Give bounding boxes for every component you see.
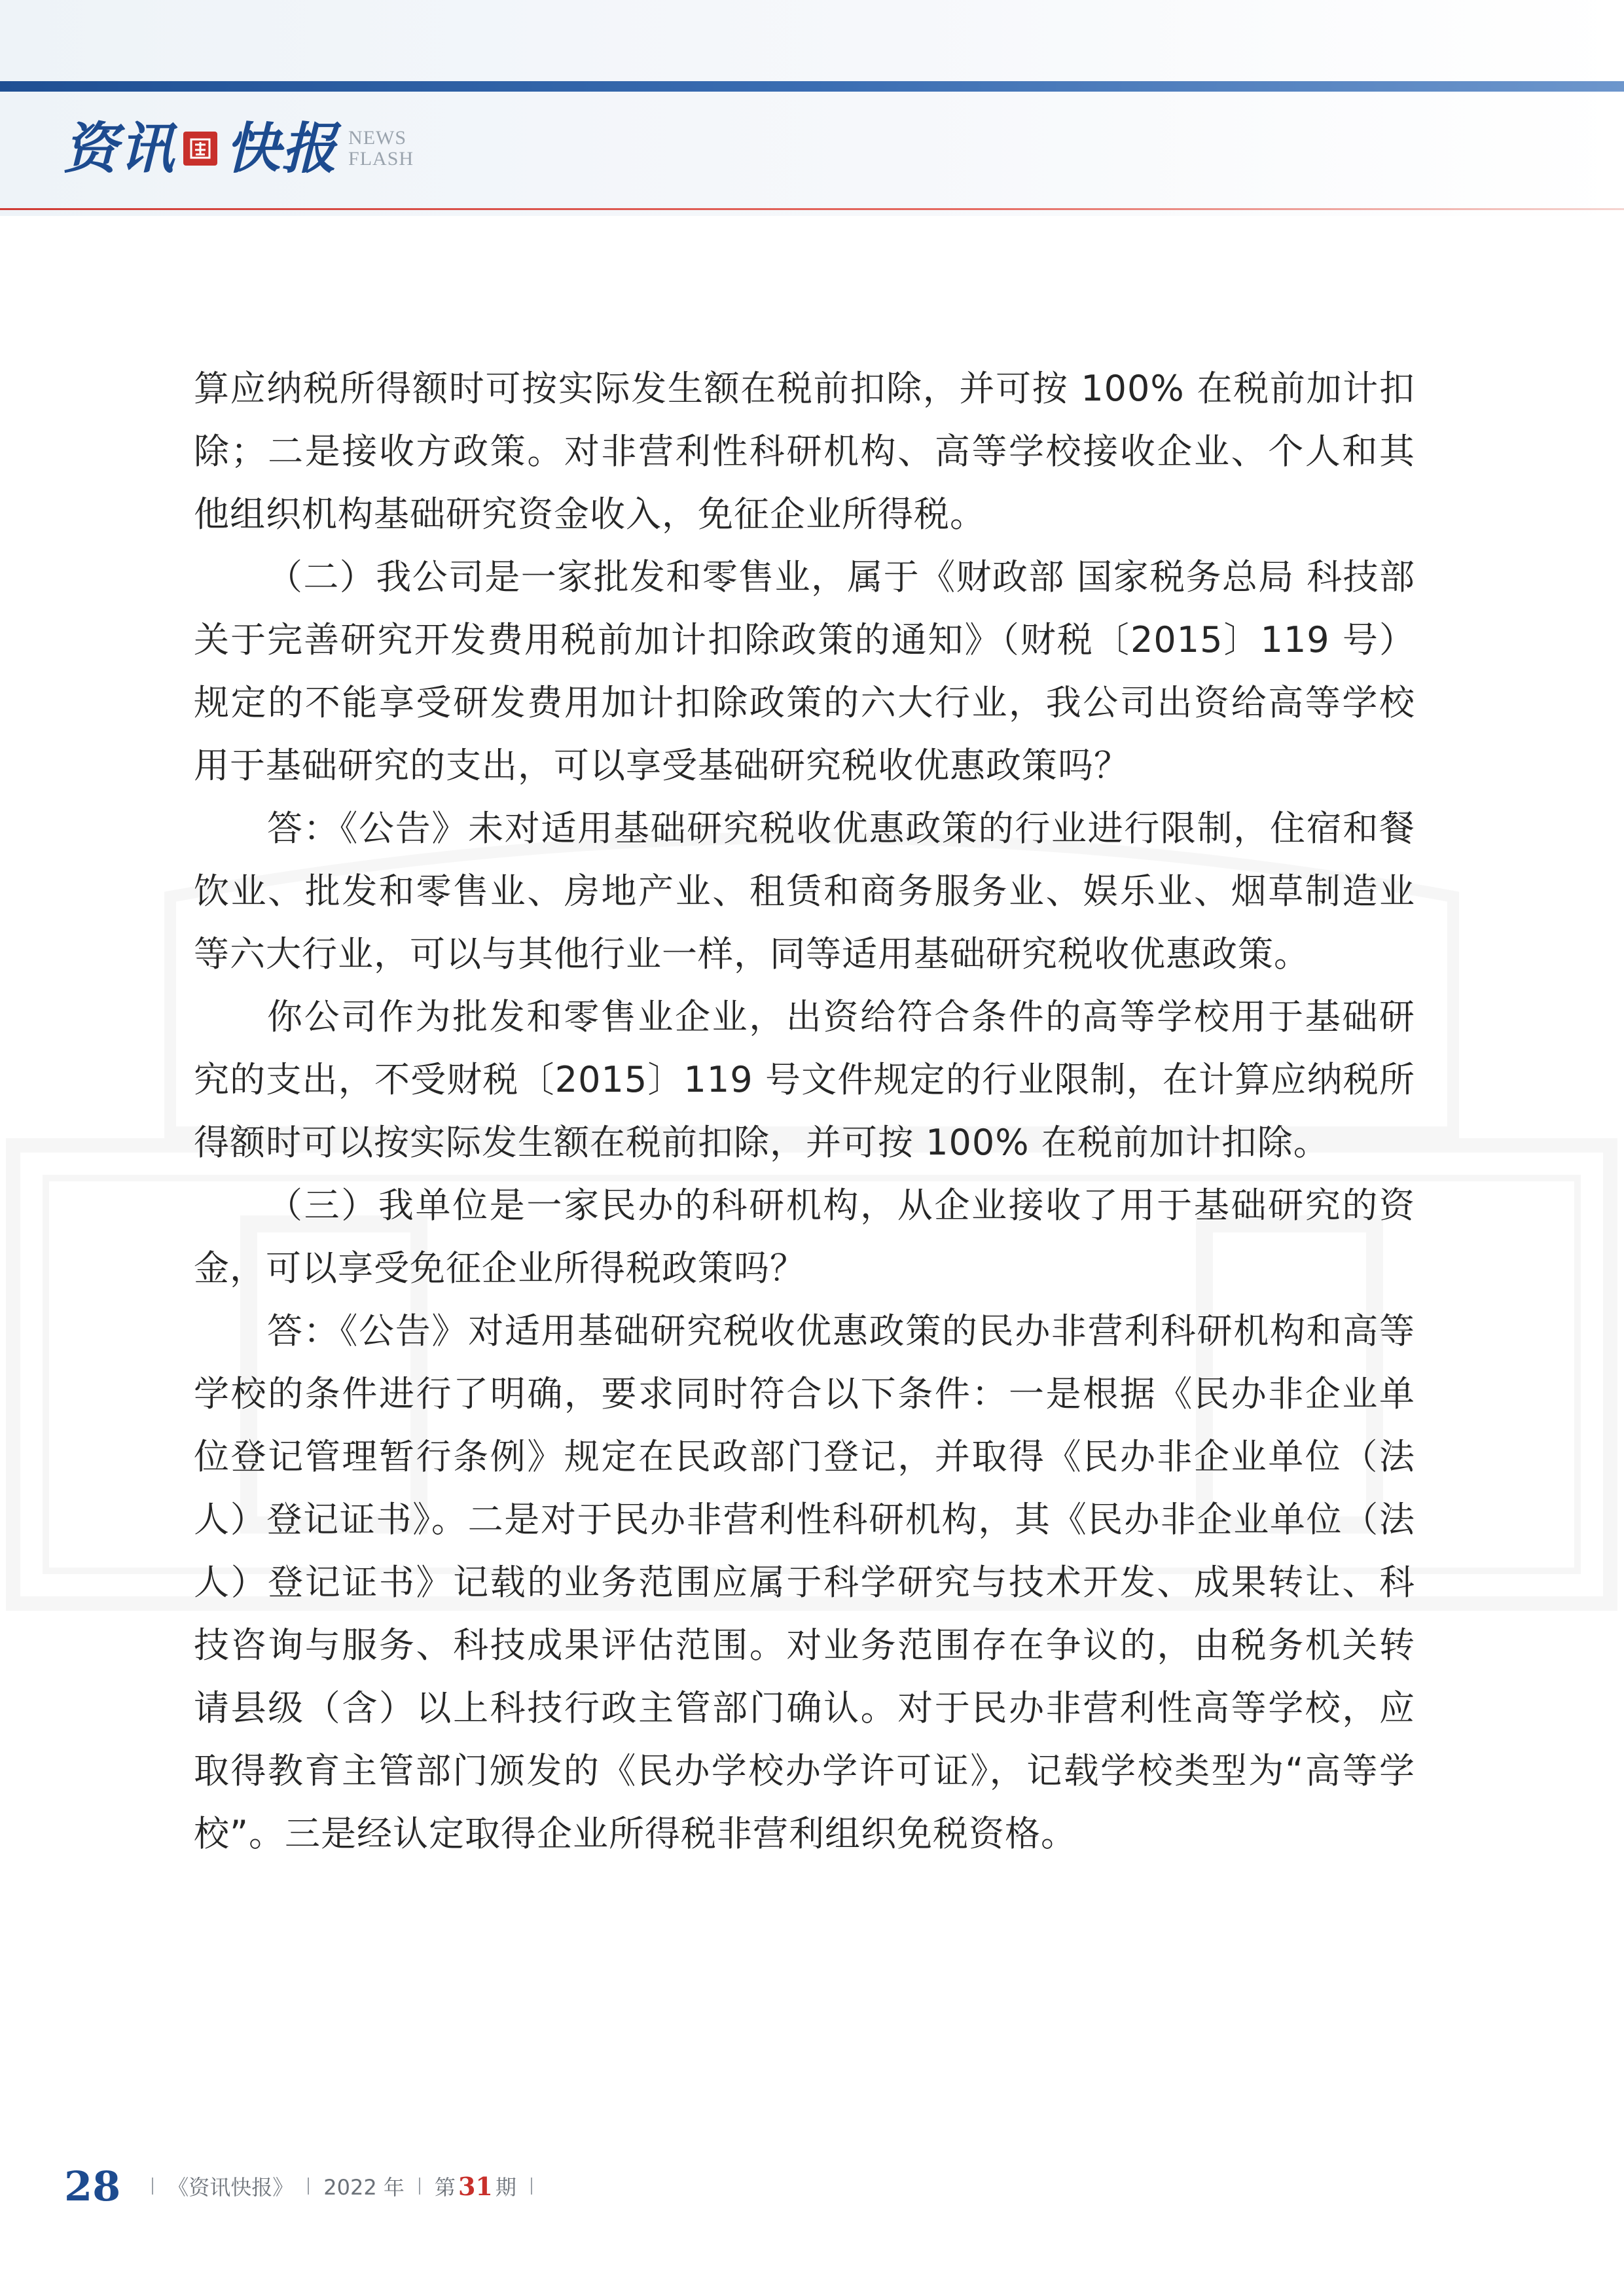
paragraph: 答：《公告》未对适用基础研究税收优惠政策的行业进行限制，住宿和餐饮业、批发和零售业、房地产业、租赁和商务服务业、娱乐业、烟草制造业等六大行业，可以与其他行业一样，同等适用基础研究税收优惠政策。: [194, 808, 1415, 975]
brand-word-left: 资讯: [63, 116, 176, 181]
issue-prefix: 第: [434, 2175, 456, 2200]
page-footer: [64, 2160, 547, 2212]
brand-subtitle-top: NEWS: [348, 127, 407, 149]
issue-suffix: 期: [495, 2175, 516, 2200]
paragraph: （二）我公司是一家批发和零售业，属于《财政部 国家税务总局 科技部关于完善研究开发费用税前加计扣除政策的通知》（财税〔2015〕119 号）规定的不能享受研发费用加计扣除政策的六大行业，我公司出资给高等学校用于基础研究的支出，可以享受基础研究税收优惠政策吗？: [194, 556, 1415, 786]
paragraph: 答：《公告》对适用基础研究税收优惠政策的民办非营利科研机构和高等学校的条件进行了明确，要求同时符合以下条件：一是根据《民办非企业单位登记管理暂行条例》规定在民政部门登记，并取得《民办非企业单位（法人）登记证书》。二是对于民办非营利性科研机构，其《民办非企业单位（法人）登记证书》记载的业务范围应属于科学研究与技术开发、成果转让、科技咨询与服务、科技成果评估范围。对业务范围存在争议的，由税务机关转请县级（含）以上科技行政主管部门确认。对于民办非营利性高等学校，应取得教育主管部门颁发的《民办学校办学许可证》，记载学校类型为“高等学校”。三是经认定取得企业所得税非营利组织免税资格。: [194, 1310, 1415, 1854]
article-body: [194, 357, 1415, 1865]
brand-subtitle: [348, 128, 414, 170]
publication-year: 2022 年: [323, 2175, 405, 2200]
footer-divider: [419, 2178, 420, 2195]
footer-divider: [531, 2178, 532, 2195]
footer-divider: [152, 2178, 153, 2195]
brand-subtitle-bottom: FLASH: [348, 148, 414, 170]
brand-word-right: 快报: [225, 116, 338, 181]
brand-logo: [63, 113, 414, 185]
page-header: [0, 0, 1624, 216]
paragraph: 你公司作为批发和零售业企业，出资给符合条件的高等学校用于基础研究的支出，不受财税〔2015〕119 号文件规定的行业限制，在计算应纳税所得额时可以按实际发生额在税前扣除，并可按 100% 在税前加计扣除。: [194, 996, 1415, 1163]
paragraph: 算应纳税所得额时可按实际发生额在税前扣除，并可按 100% 在税前加计扣除；二是接收方政策。对非营利性科研机构、高等学校接收企业、个人和其他组织机构基础研究资金收入，免征企业所得税。: [194, 368, 1415, 535]
paragraph: （三）我单位是一家民办的科研机构，从企业接收了用于基础研究的资金，可以享受免征企业所得税政策吗？: [194, 1185, 1415, 1289]
header-red-rule: [0, 208, 1624, 210]
publication-name: 《资讯快报》: [168, 2175, 294, 2200]
header-top-bar: [0, 81, 1624, 92]
issue-number: 31: [458, 2171, 493, 2201]
footer-divider: [308, 2178, 309, 2195]
page-number: 28: [64, 2162, 121, 2210]
seal-icon: [183, 132, 217, 166]
